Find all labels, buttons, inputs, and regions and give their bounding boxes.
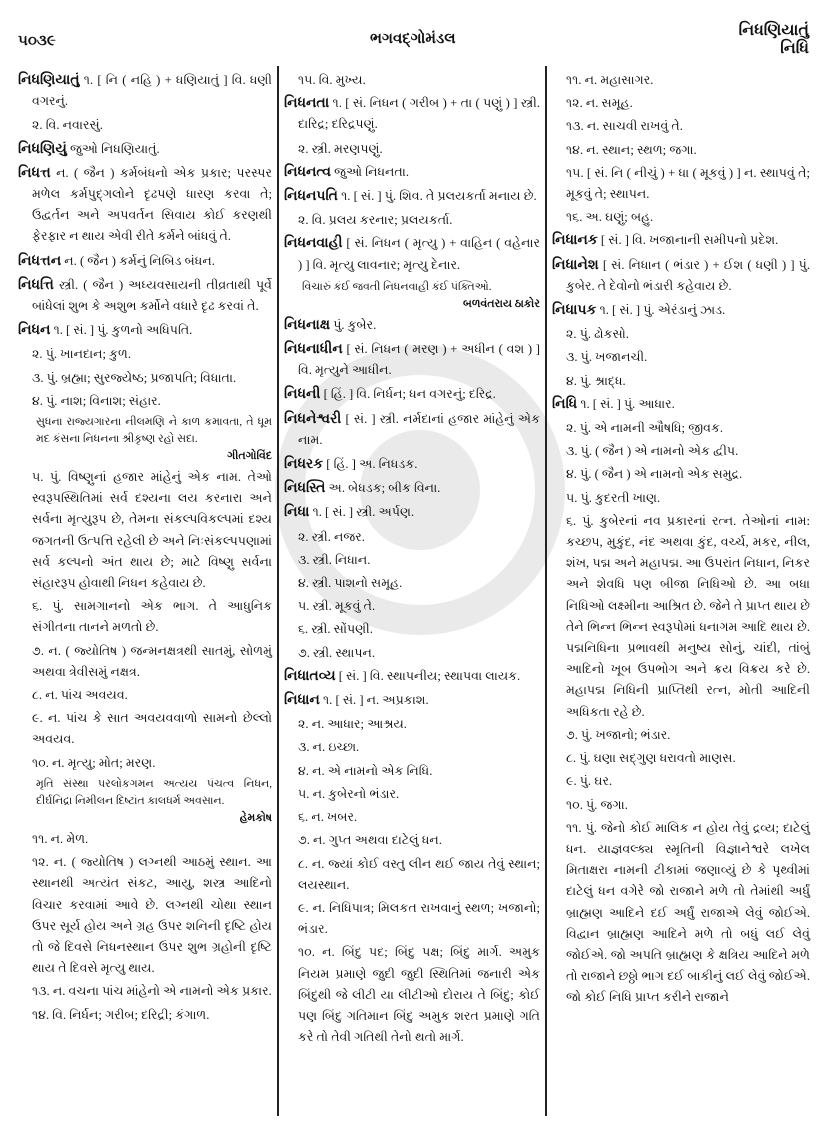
sense-definition: ૧૫. વિ. મુખ્ય. <box>298 73 366 87</box>
column-1 <box>18 70 272 1028</box>
headword: નિધનાક્ષ <box>284 317 331 333</box>
headword: નિધનત્વ <box>284 164 331 180</box>
sense-definition: ૭. પું. ખજાનો; ભંડાર. <box>566 727 671 742</box>
definition-text: [ હિં. ] વિ. નિર્ધન; ધન વગરનું; દરિદ્ર. <box>323 387 496 402</box>
sense-definition: ૧૪. વિ. નિર્ધન; ગરીબ; દરિદ્રી; કંગાળ. <box>32 1007 210 1022</box>
sense-definition: ૧૩. ન. સાચવી રાખવું તે. <box>566 119 683 134</box>
sense-definition: ૬. પું. સામગાનનો એક ભાગ. તે આધુનિક સંગીતના તાનને મળતો છે. <box>32 599 272 635</box>
headword: નિધનતા <box>284 96 330 112</box>
dictionary-entry <box>284 690 540 711</box>
column-3 <box>552 70 810 1011</box>
dictionary-entry <box>284 93 540 135</box>
headword: નિધનપતિ <box>284 189 338 205</box>
column-divider <box>277 66 279 1116</box>
headword: નિધત્ત <box>18 165 51 181</box>
sense-definition: ૩. પું. ખજાનચી. <box>566 350 648 365</box>
definition-text: [ સં. ] વિ. સ્થાપનીય; સ્થાપવા લાયક. <box>338 668 521 683</box>
definition-text: [ સં. ] સ્ત્રી. નર્મદાનાં હજાર માંહેનું એક નામ. <box>298 411 540 447</box>
dictionary-entry <box>284 666 540 687</box>
sense-definition: ૧૨. ન. ( જ્યોતિષ ) લગ્નથી આઠમું સ્થાન. આ સ્થાનથી અત્યંત સંકટ, આયુ, શસ્ત્ર આદિનો વિચાર કરવામાં આવે છે. લગ્નથી ચોથા સ્થાન ઉપર સૂર્ય હોય અને ગ્રહ ઉપર શનિની દૃષ્ટિ હોય તો જે દિવસે નિધનસ્થાન ઉપર શુભ ગ્રહોની દૃષ્ટિ થાય તે દિવસે મૃત્યુ થાય. <box>32 855 272 976</box>
headword: નિધાન <box>284 693 320 709</box>
sense-definition: ૪. પું. નાશ; વિનાશ; સંહાર. <box>32 393 161 408</box>
definition-text: ન. ( જૈન ) કર્મનું નિબિડ બંધન. <box>64 253 215 268</box>
headword: નિધત્તન <box>18 253 62 269</box>
sense-definition: ૩. પું. બ્રહ્મા; સુરજ્યેષ્ઠ; પ્રજાપતિ; વિધાતા. <box>32 370 237 385</box>
sense-definition: ૩. ન. ઇચ્છા. <box>298 740 360 755</box>
dictionary-entry <box>18 275 272 317</box>
dictionary-entry <box>284 502 540 523</box>
definition-text: ન. ( જૈન ) કર્મબંધનો એક પ્રકાર; પરસ્પર મળેલ કર્મપુદ્ગલોને દૃઢપણે ધારણ કરવા તે; ઉદ્વર્તન અને અપવર્તન સિવાય કોઈ કરણથી ફેરફાર ન થાય એવી રીતે કર્મને બાંધવું તે. <box>32 165 272 244</box>
sense-definition: ૬. સ્ત્રી. સોંપણી. <box>298 622 373 637</box>
sense-definition: ૧૩. ન. વચના પાંચ માંહેનો એ નામનો એક પ્રકાર. <box>32 984 272 999</box>
definition-text: ૧. [ નિ ( નહિ ) + ધણિયાતું ] વિ. ધણી વગરનું. <box>32 73 272 109</box>
definition-text: પું. કુબેર. <box>333 317 377 332</box>
headword: નિધાપક <box>552 303 597 319</box>
sense-definition: ૫. પું. વિષ્ણુનાં હજાર માંહેનું એક નામ. તેઓ સ્વરૂપસ્થિતિમાં સર્વ દશ્યના લય કરનારા અને સર્વના મૃત્યુરૂપ છે, તેમના સંકલ્પવિકલ્પમાં દશ્ય જગતની ઉત્પત્તિ રહેલી છે અને નિઃસંકલ્પપણામાં સર્વ કલ્પનો અંત થાય છે; માટે વિષ્ણુ સર્વના સંહારરૂપ હોવાથી નિધન કહેવાય છે. <box>32 470 272 591</box>
headword: નિધસ્તિ <box>284 481 326 497</box>
sense-definition: ૩. પું. ( જૈન ) એ નામનો એક દ્વીપ. <box>566 444 739 459</box>
definition-text: ૧. [ સં. ] પું. શિવ. તે પ્રલયકર્તા મનાય છે. <box>341 189 537 204</box>
dictionary-entry <box>552 255 810 297</box>
definition-text: અ. બેધડક; બીક વિના. <box>328 481 441 496</box>
sense-definition: ૨. સ્ત્રી. મરણપણું. <box>298 141 383 156</box>
definition-text: ૧. [ સં. ] ન. અપ્રકાશ. <box>323 693 429 708</box>
dictionary-entry <box>284 315 540 336</box>
sense-definition: ૯. ન. નિધિપાત્ર; મિલકત રાખવાનું સ્થળ; ખજાનો; ભંડાર. <box>298 900 540 937</box>
headword: નિધિ <box>552 396 578 412</box>
sense-definition: ૯. ન. પાંચ કે સાત અવયવવાળો સામનો છેલ્લો અવયવ. <box>32 711 272 747</box>
definition-text: જુઓ નિધણિયાતું. <box>70 141 160 156</box>
dictionary-entry <box>284 384 540 405</box>
citation-quote <box>284 279 540 313</box>
headword: નિધનેશ્વરી <box>284 411 342 427</box>
dictionary-entry <box>18 70 272 112</box>
headword: નિધનાધીન <box>284 342 343 358</box>
page-number: ૫૦૩૯ <box>18 33 56 49</box>
dictionary-entry <box>18 163 272 248</box>
headword: નિધણિયું <box>18 141 67 157</box>
sense-definition: ૪. પું. શ્રાદ્ધ. <box>566 373 626 388</box>
dictionary-entry <box>552 300 810 321</box>
sense-definition: ૧૧. ન. મહાસાગર. <box>566 73 654 87</box>
citation-quote <box>18 414 272 465</box>
publication-title: ભગવદ્ગોમંડલ <box>370 31 456 47</box>
headword: નિધની <box>284 387 321 403</box>
sense-definition: ૨. ન. આધાર; આશ્રય. <box>298 717 407 732</box>
headword: નિધા <box>284 505 310 521</box>
guide-words <box>739 22 809 58</box>
dictionary-entry <box>18 139 272 160</box>
headword: નિધાનક <box>552 233 598 249</box>
dictionary-entry <box>284 162 540 183</box>
definition-text: [ સં. નિધન ( મૃત્યુ ) + વાહિન ( વહેનાર ) ] વિ. મૃત્યુ લાવનાર; મૃત્યુ દેનાર. <box>298 236 540 272</box>
definition-text: ૧. [ સં. ] પું. એરંડાનું ઝાડ. <box>599 303 726 318</box>
sense-definition: ૫. પું. કુદરતી ખાણ. <box>566 490 661 505</box>
definition-text: ૧. [ સં. નિધન ( ગરીબ ) + તા ( પણું ) ] સ્ત્રી. દારિદ્ર; દરિદ્રપણું. <box>298 96 540 132</box>
sense-definition: ૨. પું. ઢોકસો. <box>566 327 629 342</box>
dictionary-entry <box>284 454 540 475</box>
headword: નિધત્તિ <box>18 277 54 293</box>
dictionary-entry <box>284 186 540 207</box>
sense-definition: ૨. પું. ખાનદાન; કુળ. <box>32 347 131 362</box>
citation-quote <box>18 776 272 827</box>
quote-text: સુધના રાજ્યગારના નીલમણિ ને કાળ કમાવતા, તે ધૂમ મદ કંસના નિધનના શ્રીકૃષ્ણ રહો સદા. <box>36 416 272 446</box>
sense-definition: ૫. સ્ત્રી. મૂકવું તે. <box>298 599 376 614</box>
sense-definition: ૧૨. ન. સમૂહ. <box>566 96 633 111</box>
dictionary-entry <box>552 394 810 415</box>
definition-text: ૧. [ સં. ] પું. કુળનો અધિપતિ. <box>53 323 193 338</box>
quote-source: બળવંતરાય ઠાકોર <box>463 297 540 310</box>
sense-definition: ૮. પું. ઘણા સદ્ગુણ ધરાવતો માણસ. <box>566 751 736 766</box>
dictionary-entry <box>284 409 540 451</box>
column-divider <box>545 66 547 1116</box>
sense-definition: ૨. સ્ત્રી. નજર. <box>298 529 365 544</box>
definition-text: [ સં. ] વિ. ખજાનાની સમીપનો પ્રદેશ. <box>600 233 779 248</box>
sense-definition: ૧૧. પું. જેનો કોઈ માલિક ન હોય તેવું દ્રવ્ય; દાટેલું ધન. યાજ્ઞવલ્ક્ય સ્મૃતિની વિજ્ઞાનેશ્વરે લખેલ મિતાક્ષરા નામની ટીકામાં જણાવ્યું છે કે પૃથ્વીમાં દાટેલું ધન વગેરે જો રાજાને મળે તો તેમાંથી અર્ધું બ્રાહ્મણ આદિને દઈ અર્ધું રાજાએ લેવું જોઈએ. વિદ્વાન બ્રાહ્મણ આદિને મળે તો બધું લઈ લેવું જોઈએ. જો અપતિ બ્રાહ્મણ કે ક્ષત્રિય આદિને મળે તો રાજાને છઠ્ઠો ભાગ દઈ બાકીનું લઈ લેવું જોઈએ. જો કોઈ નિધિ પ્રાપ્ત કરીને રાજાને <box>566 820 810 1005</box>
sense-definition: ૬. પું. કુબેરનાં નવ પ્રકારનાં રત્ન. તેઓનાં નામ: કચ્છપ, મુકુંદ, નંદ અથવા કુંદ, વર્ચ્ચ, મકર, નીલ, શંખ, પદ્મ અને મહાપદ્મ. આ ઉપરાંત નિધાન, નિકર અને શેવધિ પણ બીજા નિધિઓ છે. આ બધા નિધિઓ લક્ષ્મીના આશ્રિત છે. જેને તે પ્રાપ્ત થાય છે તેને ભિન્ન ભિન્ન સ્વરૂપોમાં ધનાગમ આદિ થાય છે. પદ્મનિધિના પ્રભાવથી મનુષ્ય સોનું, ચાંદી, તાંબું આદિનો ખૂબ ઉપભોગ અને ક્રય વિક્રય કરે છે. મહાપદ્મ નિધિની પ્રાપ્તિથી રત્ન, મોતી આદિની અધિકતા રહે છે. <box>566 513 810 719</box>
definition-text: [ હિં. ] અ. નિધડક. <box>326 457 418 472</box>
headword: નિધન <box>18 323 51 339</box>
column-2 <box>284 70 540 1050</box>
sense-definition: ૯. પું. ઘર. <box>566 774 613 789</box>
quote-source: હેમકોષ <box>239 811 272 824</box>
quote-source: ગીતગોવિંદ <box>227 450 272 463</box>
sense-definition: ૭. સ્ત્રી. સ્થાપન. <box>298 645 376 660</box>
sense-definition: ૨. વિ. નવારસું. <box>32 118 103 133</box>
headword: નિધણિયાતું <box>18 73 80 88</box>
definition-text: [ સં. નિધાન ( ભંડાર ) + ઈશ ( ધણી ) ] પું. કુબેર. તે દેવોનો ભંડારી કહેવાય છે. <box>566 257 810 293</box>
sense-definition: ૩. સ્ત્રી. નિધાન. <box>298 552 371 567</box>
sense-definition: ૧૬. અ. ઘણું; બહુ. <box>566 210 654 225</box>
definition-text: ૧. [ સં. ] સ્ત્રી. અર્પણ. <box>312 505 415 520</box>
sense-definition: ૧૪. ન. સ્થાન; સ્થળ; જગા. <box>566 142 697 157</box>
dictionary-entry <box>18 320 272 341</box>
sense-definition: ૮. ન. જ્યાં કોઈ વસ્તુ લીન થઈ જાય તેવું સ્થાન; લયસ્થાન. <box>298 856 540 892</box>
definition-text: સ્ત્રી. ( જૈન ) અધ્યવસાયની તીવ્રતાથી પૂર્વે બાંધેલાં શુભ કે અશુભ કર્મોને વધારે દૃઢ કરવાં તે. <box>32 277 272 314</box>
sense-definition: ૧૦. ન. મૃત્યુ; મોત; મરણ. <box>32 755 156 770</box>
sense-definition: ૪. પું. ( જૈન ) એ નામનો એક સમુદ્ર. <box>566 467 743 482</box>
dictionary-entry <box>284 478 540 499</box>
definition-text: [ સં. નિધન ( મરણ ) + અધીન ( વશ ) ] વિ. મૃત્યુને આધીન. <box>298 342 540 378</box>
guide-word-first: નિધણિયાતું <box>738 22 809 39</box>
headword: નિધાનેશ <box>552 257 599 273</box>
definition-text: ૧. [ સં. ] પું. આધાર. <box>580 396 675 411</box>
sense-definition: ૧૧. ન. મેળ. <box>32 831 89 846</box>
sense-definition: ૬. ન. ખબર. <box>298 810 358 825</box>
sense-definition: ૫. ન. કુબેરનો ભંડાર. <box>298 786 400 801</box>
definition-text: જુઓ નિધનતા. <box>334 164 409 179</box>
page-header <box>0 18 825 58</box>
quote-text: વિચારું કંઈ જવતી નિધનવાહી કંઈ પંક્તિઓ. <box>302 280 492 293</box>
dictionary-entry <box>284 339 540 381</box>
dictionary-entry <box>284 233 540 275</box>
sense-definition: ૮. ન. પાંચ અવયવ. <box>32 688 128 703</box>
quote-text: મૃતિ સંસ્થા પરલોકગમન અત્યય પંચત્વ નિધન, દીર્ઘનિદ્રા નિમીલન દિષ્ટાંત કાલધર્મ અવસાન. <box>36 777 272 807</box>
headword: નિધરક <box>284 457 324 473</box>
headword: નિધાતવ્ય <box>284 668 336 684</box>
sense-definition: ૨. વિ. પ્રલય કરનાર; પ્રલયકર્તા. <box>298 213 453 228</box>
sense-definition: ૪. સ્ત્રી. પાશનો સમૂહ. <box>298 576 403 591</box>
sense-definition: ૨. પું. એ નામની ઔષધિ; જીવક. <box>566 421 724 436</box>
guide-word-last: નિધિ <box>780 40 809 57</box>
sense-definition: ૭. ન. ગુપ્ત અથવા દાટેલું ધન. <box>298 833 442 848</box>
dictionary-entry <box>552 230 810 251</box>
sense-definition: ૧૫. [ સં. નિ ( નીચું ) + ધા ( મૂકવું ) ] ન. સ્થાપવું તે; મૂકવું તે; સ્થાપન. <box>566 165 810 202</box>
sense-definition: ૧૦. ન. બિંદુ પદ; બિંદુ પક્ષ; બિંદુ માર્ગ. અમુક નિયમ પ્રમાણે જુદી જુદી સ્થિતિમાં જનારી એક બિંદુથી જે લીટી યા લીટીઓ દોરાય તે બિંદુ; કોઈ પણ બિંદુ ગતિમાન બિંદુ અમુક શરત પ્રમાણે ગતિ કરે તો તેવી ગતિથી તેનો થતો માર્ગ. <box>298 945 540 1045</box>
headword: નિધનવાહી <box>284 236 343 252</box>
dictionary-entry <box>18 251 272 272</box>
sense-definition: ૭. ન. ( જ્યોતિષ ) જન્મનક્ષત્રથી સાતમું, સોળમું અથવા ત્રેવીસમું નક્ષત્ર. <box>32 643 272 679</box>
sense-definition: ૧૦. પું. જગા. <box>566 797 628 812</box>
sense-definition: ૪. ન. એ નામનો એક નિધિ. <box>298 763 433 778</box>
